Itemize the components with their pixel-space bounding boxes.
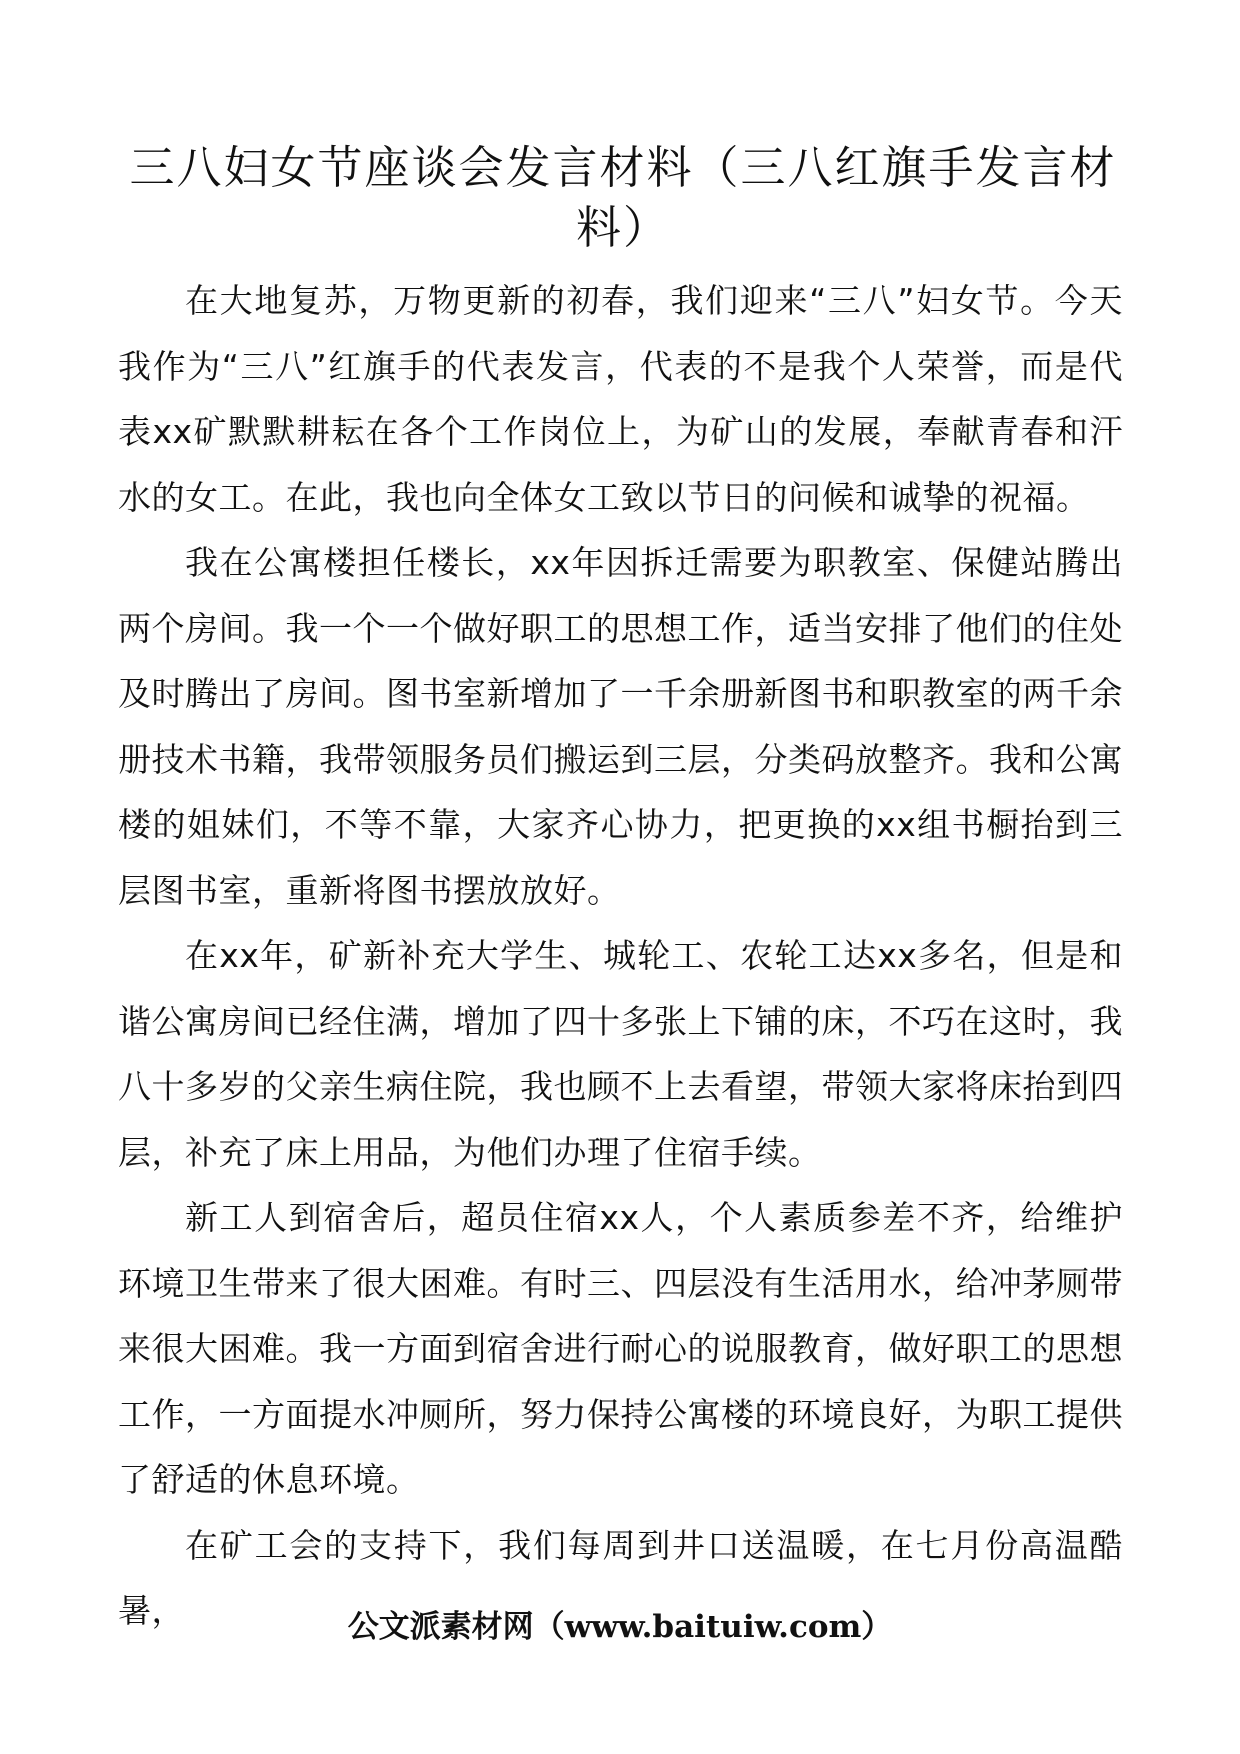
paragraph-3: 在xx年，矿新补充大学生、城轮工、农轮工达xx多名，但是和谐公寓房间已经住满，增加了四十多张上下铺的床，不巧在这时，我八十多岁的父亲生病住院，我也顾不上去看望，带领大家将床抬到四层，补充了床上用品，为他们办理了住宿手续。 bbox=[118, 936, 1123, 1172]
paragraph-2: 我在公寓楼担任楼长，xx年因拆迁需要为职教室、保健站腾出两个房间。我一个一个做好职工的思想工作，适当安排了他们的住处及时腾出了房间。图书室新增加了一千余册新图书和职教室的两千余册技术书籍，我带领服务员们搬运到三层，分类码放整齐。我和公寓楼的姐妹们，不等不靠，大家齐心协力，把更换的xx组书橱抬到三层图书室，重新将图书摆放放好。 bbox=[118, 543, 1123, 910]
footer-source-text: 公文派素材网（www.baituiw.com） bbox=[347, 1609, 893, 1645]
document-body bbox=[118, 268, 1123, 1644]
paragraph-5: 在矿工会的支持下，我们每周到井口送温暖，在七月份高温酷暑， bbox=[118, 1525, 1123, 1630]
document-title: 三八妇女节座谈会发言材料（三八红旗手发言材料） bbox=[129, 141, 1117, 254]
paragraph-1: 在大地复苏，万物更新的初春，我们迎来“三八”妇女节。今天我作为“三八”红旗手的代表发言，代表的不是我个人荣誉，而是代表xx矿默默耕耘在各个工作岗位上，为矿山的发展，奉献青春和汗水的女工。在此，我也向全体女工致以节日的问候和诚挚的祝福。 bbox=[118, 281, 1123, 517]
paragraph-4: 新工人到宿舍后，超员住宿xx人，个人素质参差不齐，给维护环境卫生带来了很大困难。有时三、四层没有生活用水，给冲茅厕带来很大困难。我一方面到宿舍进行耐心的说服教育，做好职工的思想工作，一方面提水冲厕所，努力保持公寓楼的环境良好，为职工提供了舒适的休息环境。 bbox=[118, 1198, 1123, 1499]
